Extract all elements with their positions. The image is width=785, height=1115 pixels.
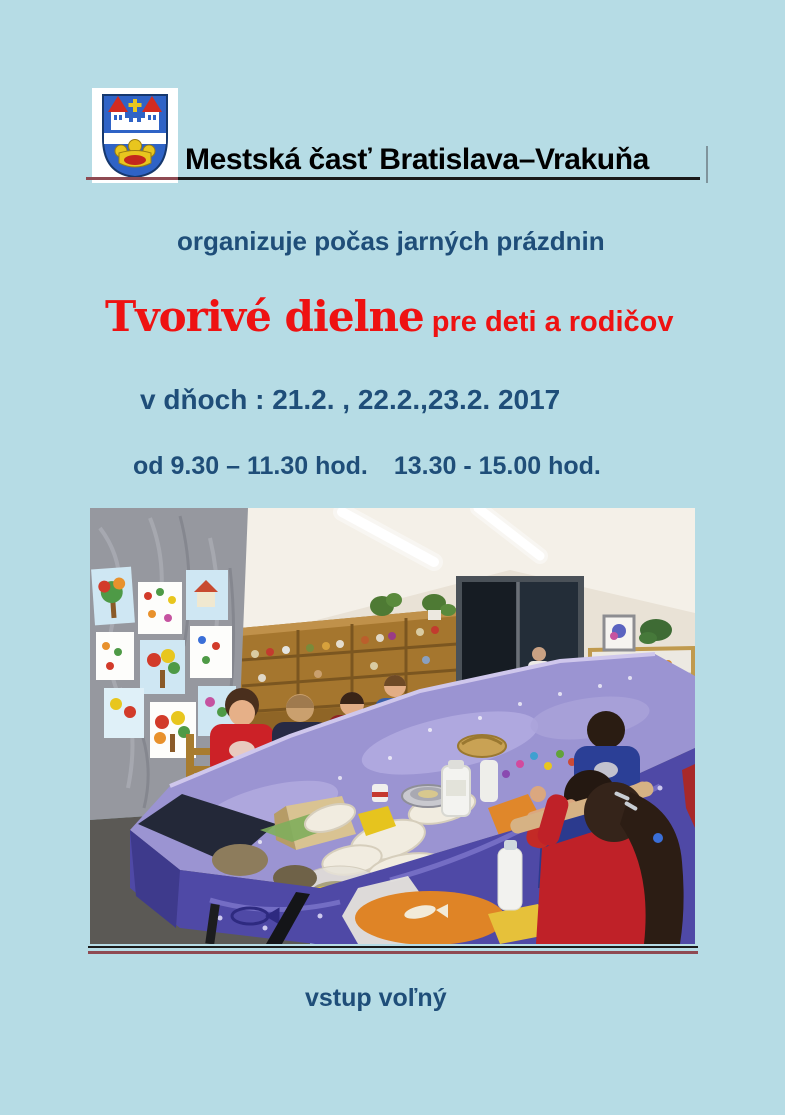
workshop-photo-illustration	[90, 508, 695, 944]
header-rule-maroon	[86, 177, 178, 180]
intro-line: organizuje počas jarných prázdnin	[177, 226, 605, 256]
workshop-photo	[90, 508, 695, 944]
event-audience: pre deti a rodičov	[431, 306, 674, 338]
header-rule-dark	[178, 177, 700, 180]
white-bottle	[498, 848, 522, 910]
picture-frame	[604, 616, 634, 650]
blue-hair-tie	[653, 833, 663, 843]
time-afternoon: 13.30 - 15.00 hod.	[393, 452, 601, 480]
photo-rule-maroon	[88, 951, 698, 954]
event-times	[133, 452, 601, 481]
photo-rule-dark	[88, 946, 698, 948]
event-title	[105, 292, 674, 341]
municipality-title: Mestská časť Bratislava–Vrakuňa	[185, 143, 649, 176]
orange-patch	[355, 891, 505, 944]
vrakuna-coat-of-arms	[92, 88, 178, 183]
entry-note: vstup voľný	[305, 984, 447, 1012]
event-name: Tvorivé dielne	[105, 292, 424, 341]
cursor-mark	[706, 146, 708, 183]
coat-of-arms-icon	[92, 88, 178, 183]
event-dates: v dňoch : 21.2. , 22.2.,23.2. 2017	[140, 384, 561, 415]
time-morning: od 9.30 – 11.30 hod.	[133, 452, 368, 480]
